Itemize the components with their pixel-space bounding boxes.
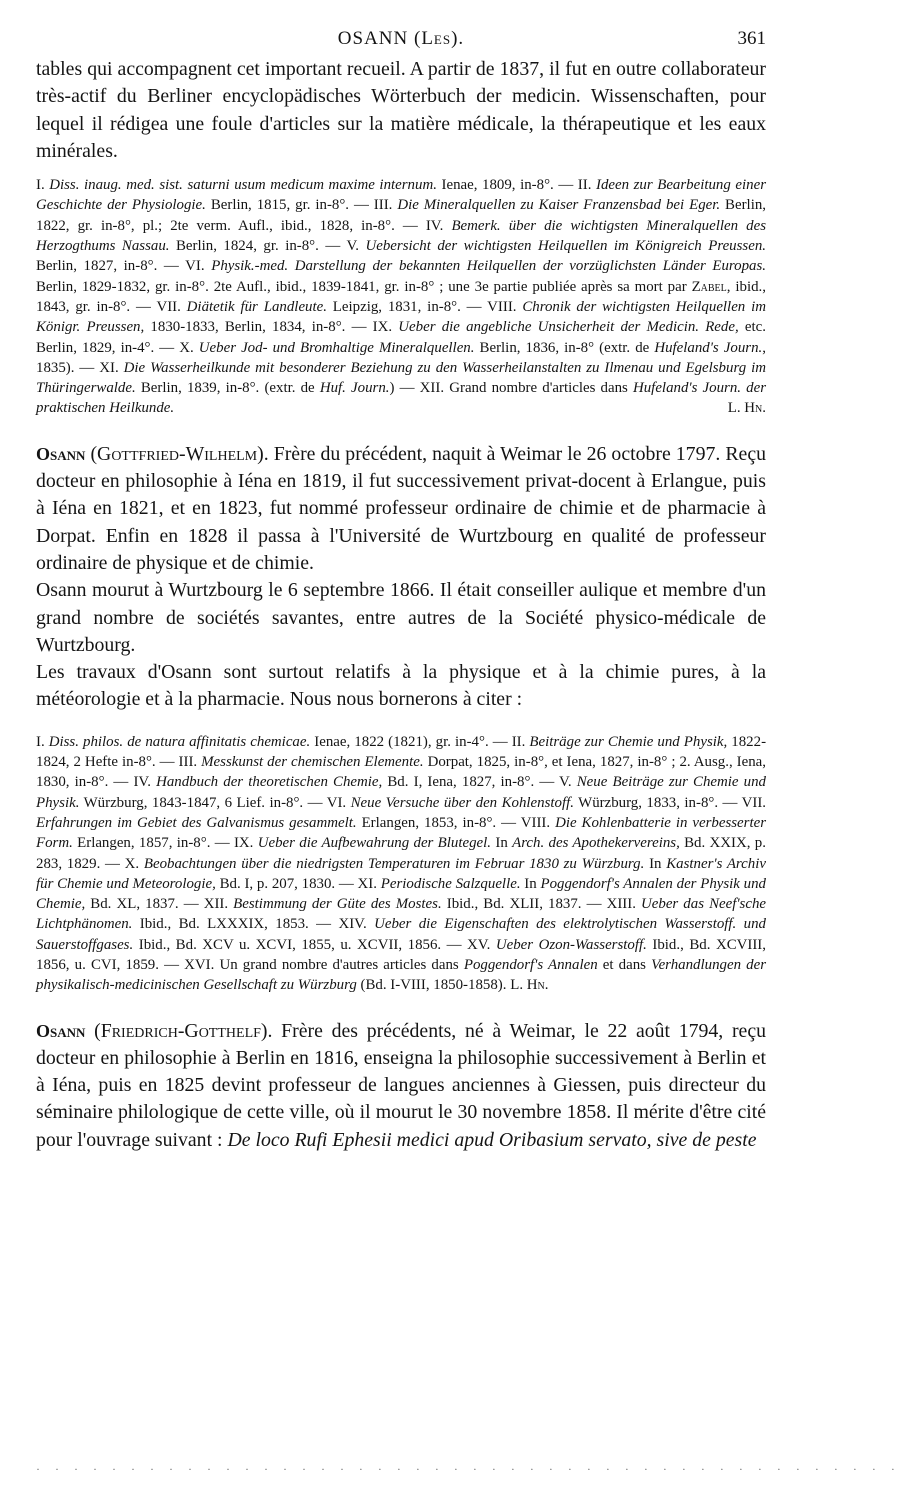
entry-friedrich: Osann (Friedrich-Gotthelf). Frère des précédents, né à Weimar, le 22 août 1794, reçu docteur en philosophie à Berlin en 1816, enseigna la philosophie successivement à Berlin et à Iéna, puis en 1825 devint professeur de langues anciennes à Giessen, puis directeur du séminaire philologique de cette ville, où il mourut le 30 novembre 1858. Il mérite d'être cité pour l'ouvrage suivant : De loco Rufi Ephesii medici apud Oribasium servato, sive de peste bbox=[36, 1019, 766, 1151]
page-number: 361 bbox=[737, 28, 766, 49]
bibliography-first: I. Diss. inaug. med. sist. saturni usum medicum maxime internum. Ienae, 1809, in-8°. — II. Ideen zur Bearbeitung einer Geschichte der Physiologie. Berlin, 1815, gr. in-8°. — III. Die Mineralquellen zu Kaiser Franzensbad bei Eger. Berlin, 1822, gr. in-8°, pl.; 2te verm. Aufl., ibid., 1828, in-8°. — IV. Bemerk. über die wichtigsten Mineralquellen des Herzogthums Nassau. Berlin, 1824, gr. in-8°. — V. Uebersicht der wichtigsten Heilquellen im Königreich Preussen. Berlin, 1827, in-8°. — VI. Physik.-med. Darstellung der bekannten Heilquellen der vorzüglichsten Länder Europas. Berlin, 1829-1832, gr. in-8°. 2te Aufl., ibid., 1839-1841, gr. in-8° ; une 3e partie publiée après sa mort par Zabel, ibid., 1843, gr. in-8°. — VII. Diätetik für Landleute. Leipzig, 1831, in-8°. — VIII. Chronik der wichtigsten Heilquellen im Königr. Preussen, 1830-1833, Berlin, 1834, in-8°. — IX. Ueber die angebliche Unsicherheit der Medicin. Rede, etc. Berlin, 1829, in-4°. — X. Ueber Jod- und Bromhaltige Mineralquellen. Berlin, 1836, in-8° (extr. de Hufeland's Journ., 1835). — XI. Die Wasserheilkunde mit besonderer Beziehung zu den Wasserheilanstalten zu Ilmenau und Egelsburg im Thüringerwalde. Berlin, 1839, in-8°. (extr. de Huf. Journ.) — XII. Grand nombre d'articles dans Hufeland's Journ. der praktischen Heilkunde. L. Hn. bbox=[36, 175, 766, 419]
running-title-sub: (Les). bbox=[414, 28, 465, 49]
running-title-main: OSANN bbox=[337, 28, 409, 49]
signature-first: L. Hn. bbox=[727, 400, 766, 417]
running-header bbox=[36, 28, 766, 56]
entry-name: Osann bbox=[36, 443, 86, 464]
gottfried-death-paragraph: Osann mourut à Wurtzbourg le 6 septembre 1866. Il était conseiller aulique et membre d'un grand nombre de sociétés savantes, entre autres de la Société physico-médicale de Wurtzbourg. bbox=[36, 579, 766, 656]
intro-paragraph: tables qui accompagnent cet important recueil. A partir de 1837, il fut en outre collaborateur très-actif du Berliner encyclopädisches Wörterbuch der medicin. Wissenschaften, pour lequel il rédigea une foule d'articles sur la matière médicale, la thérapeutique et les eaux minérales. bbox=[36, 58, 766, 162]
entry-gottfried: Osann (Gottfried-Wilhelm). Frère du précédent, naquit à Weimar le 26 octobre 1797. Reçu docteur en philosophie à Iéna en 1819, il fut successivement privat-docent à Erlangue, puis à Iéna en 1821, et en 1823, fut nommé professeur ordinaire de chimie et de pharmacie à Dorpat. Enfin en 1828 il passa à l'Université de Wurtzbourg en qualité de professeur ordinaire de physique et de chimie. bbox=[36, 442, 766, 574]
entry-name-friedrich: Osann bbox=[36, 1020, 86, 1041]
entry-given-names-friedrich: (Friedrich-Gotthelf). bbox=[94, 1019, 273, 1042]
running-title bbox=[36, 28, 766, 50]
page bbox=[36, 28, 766, 1154]
bleed-through-dots: · · · · · · · · · · · · · · · · · · · · · · · · · · · · · · · · · · · · · · · · · · · · · · bbox=[36, 1462, 901, 1476]
bibliography-second: I. Diss. philos. de natura affinitatis chemicae. Ienae, 1822 (1821), gr. in-4°. — II. Beiträge zur Chemie und Physik, 1822-1824, 2 Hefte in-8°. — III. Messkunst der chemischen Elemente. Dorpat, 1825, in-8°, et Iena, 1827, in-8° ; 2. Ausg., Iena, 1830, in-8°. — IV. Handbuch der theoretischen Chemie, Bd. I, Iena, 1827, in-8°. — V. Neue Beiträge zur Chemie und Physik. Würzburg, 1843-1847, 6 Lief. in-8°. — VI. Neue Versuche über den Kohlenstoff. Würzburg, 1833, in-8°. — VII. Erfahrungen im Gebiet des Galvanismus gesammelt. Erlangen, 1853, in-8°. — VIII. Die Kohlenbatterie in verbesserter Form. Erlangen, 1857, in-8°. — IX. Ueber die Aufbewahrung der Blutegel. In Arch. des Apothekervereins, Bd. XXIX, p. 283, 1829. — X. Beobachtungen über die niedrigsten Temperaturen im Februar 1830 zu Würzburg. In Kastner's Archiv für Chemie und Meteorologie, Bd. I, p. 207, 1830. — XI. Periodische Salzquelle. In Poggendorf's Annalen der Physik und Chemie, Bd. XL, 1837. — XII. Bestimmung der Güte des Mostes. Ibid., Bd. XLII, 1837. — XIII. Ueber das Neef'sche Lichtphänomen. Ibid., Bd. LXXXIX, 1853. — XIV. Ueber die Eigenschaften des elektrolytischen Wasserstoff. und Sauerstoffgases. Ibid., Bd. XCV u. XCVI, 1855, u. XCVII, 1856. — XV. Ueber Ozon-Wasserstoff. Ibid., Bd. XCVIII, 1856, u. CVI, 1859. — XVI. Un grand nombre d'autres articles dans Poggendorf's Annalen et dans Verhandlungen der physikalisch-medicinischen Gesellschaft zu Würzburg (Bd. I-VIII, 1850-1858). L. Hn. bbox=[36, 733, 767, 994]
signature-second: L. Hn. bbox=[510, 977, 549, 994]
entry-given-names: (Gottfried-Wilhelm). bbox=[90, 442, 269, 465]
gottfried-works-paragraph: Les travaux d'Osann sont surtout relatifs à la physique et à la chimie pures, à la météorologie et à la pharmacie. Nous nous bornerons à citer : bbox=[36, 661, 766, 711]
